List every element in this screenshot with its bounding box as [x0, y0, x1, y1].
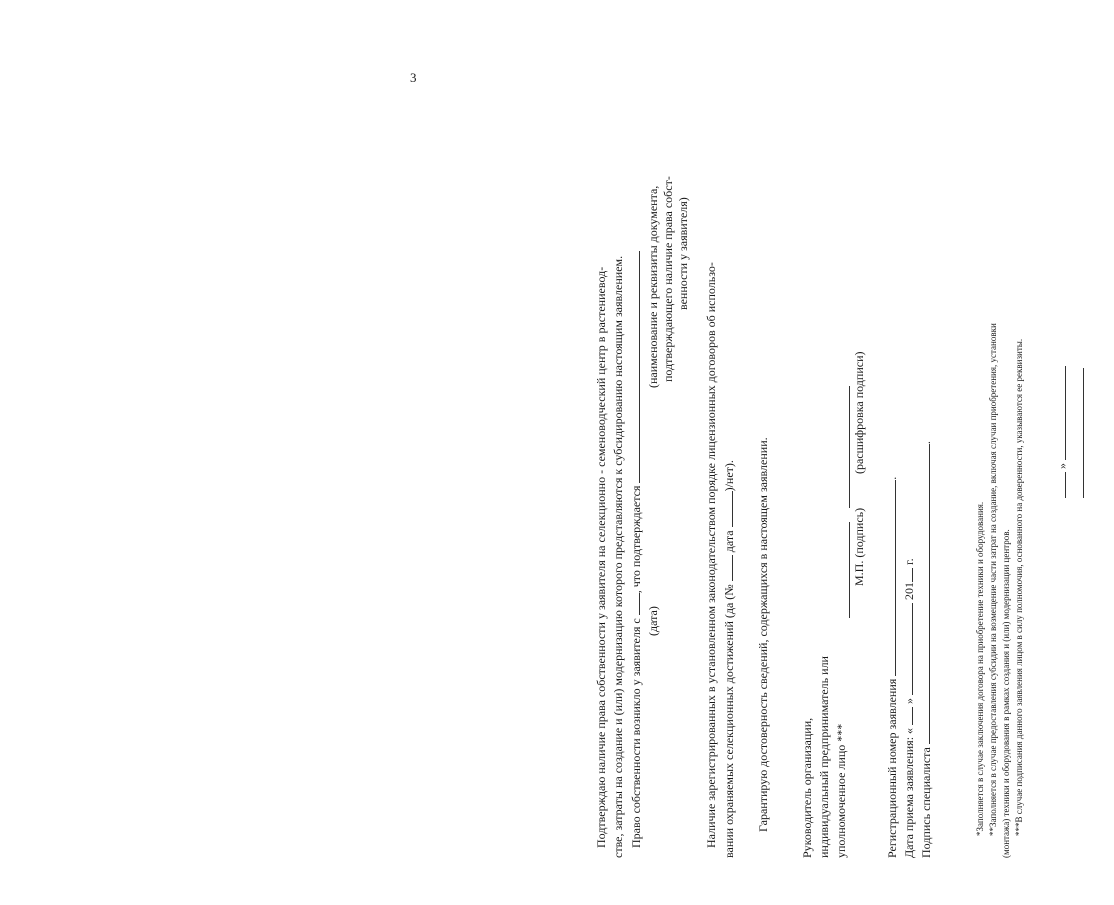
mp-signature-caption: М.П. (подпись)	[852, 507, 866, 586]
license-date-blank[interactable]	[721, 491, 733, 527]
reg-number-blank[interactable]	[884, 480, 896, 676]
reg-number-label: Регистрационный номер заявления	[885, 678, 899, 858]
ownership-since-label: Право собственности возникло у заявителя с	[629, 618, 643, 848]
guarantee-statement: Гарантирую достоверность сведений, содержащихся в настоящем заявлении.	[756, 437, 770, 832]
bottom-month-blank[interactable]	[1054, 366, 1066, 460]
bottom-date-line	[1054, 366, 1069, 498]
footnote-2: **Заполняется в случае предоставления субсидии на возмещение части затрат на создание, включая случаи приобретения, установки	[988, 323, 998, 836]
footnote-1: *Заполняется в случае заключения договора на приобретение техники и оборудования.	[975, 501, 985, 836]
bottom-signature-line	[1072, 368, 1087, 498]
para2-line1: Наличие зарегистрированных в установленном законодательством порядке лицензионных договоров об использо-	[704, 262, 718, 848]
footnote-3: (монтажа) техники и оборудования в рамках создания и (или) модернизации центров.	[1001, 529, 1011, 858]
specialist-signature-line: Подпись специалиста .	[919, 441, 933, 858]
para2-line2	[721, 460, 736, 858]
para1-line2: стве, затраты на создание и (или) модернизацию которого представляются к субсидированию настоящим заявлением.	[611, 255, 625, 858]
bottom-date-quote: »	[1055, 463, 1069, 469]
para1-line1: Подтверждаю наличие права собственности у заявителя на селекционно - семеноводческий центр в растениевод-	[594, 266, 608, 848]
signature-line-group	[838, 386, 853, 618]
para1-line3	[628, 251, 643, 848]
specialist-signature-label: Подпись специалиста	[919, 747, 933, 858]
doc-caption-line3: венности у заявителя)	[676, 197, 690, 310]
confirmed-by-label: , что подтверждается	[629, 485, 643, 594]
transcript-caption: (расшифровка подписи)	[852, 351, 866, 474]
doc-caption-line2: подтверждающего наличие права собст-	[661, 176, 675, 382]
page-number: 3	[410, 70, 417, 85]
reg-month-blank[interactable]	[901, 603, 913, 695]
license-suffix-label: )/нет).	[722, 460, 736, 492]
reg-date-line	[901, 558, 916, 858]
reg-date-quote: »	[902, 697, 916, 704]
signature-blank[interactable]	[838, 522, 850, 618]
license-prefix-label: вании охраняемых селекционных достижений (да (№	[722, 584, 736, 858]
rotated-document-body	[594, 28, 1114, 858]
reg-year-blank[interactable]	[901, 568, 913, 582]
reg-day-blank[interactable]	[901, 707, 913, 725]
reg-year: 201	[902, 581, 916, 600]
head-line1: Руководитель организации,	[800, 717, 814, 858]
date-caption: (дата)	[646, 606, 660, 636]
specialist-signature-blank[interactable]	[918, 444, 930, 744]
head-line3: уполномоченное лицо ***	[834, 723, 848, 858]
bottom-signature-blank[interactable]	[1072, 368, 1084, 498]
bottom-day-blank[interactable]	[1054, 472, 1066, 498]
reg-number-line: Регистрационный номер заявления .	[885, 476, 899, 858]
ownership-document-blank[interactable]	[628, 251, 640, 483]
license-number-blank[interactable]	[721, 555, 733, 581]
license-date-label: дата	[722, 530, 736, 553]
doc-caption-line1: (наименование и реквизиты документа,	[646, 185, 660, 388]
reg-year-suffix: г.	[902, 558, 916, 565]
reg-date-label: Дата приема заявления: «	[902, 727, 916, 858]
ownership-date-blank[interactable]	[628, 593, 640, 615]
transcript-blank[interactable]	[838, 386, 850, 508]
head-line2: индивидуальный предприниматель или	[817, 656, 831, 858]
footnote-4: ***В случае подписания данного заявления лицом в силу полномочия, основанного на доверенности, указываются ее реквизиты.	[1014, 338, 1024, 836]
